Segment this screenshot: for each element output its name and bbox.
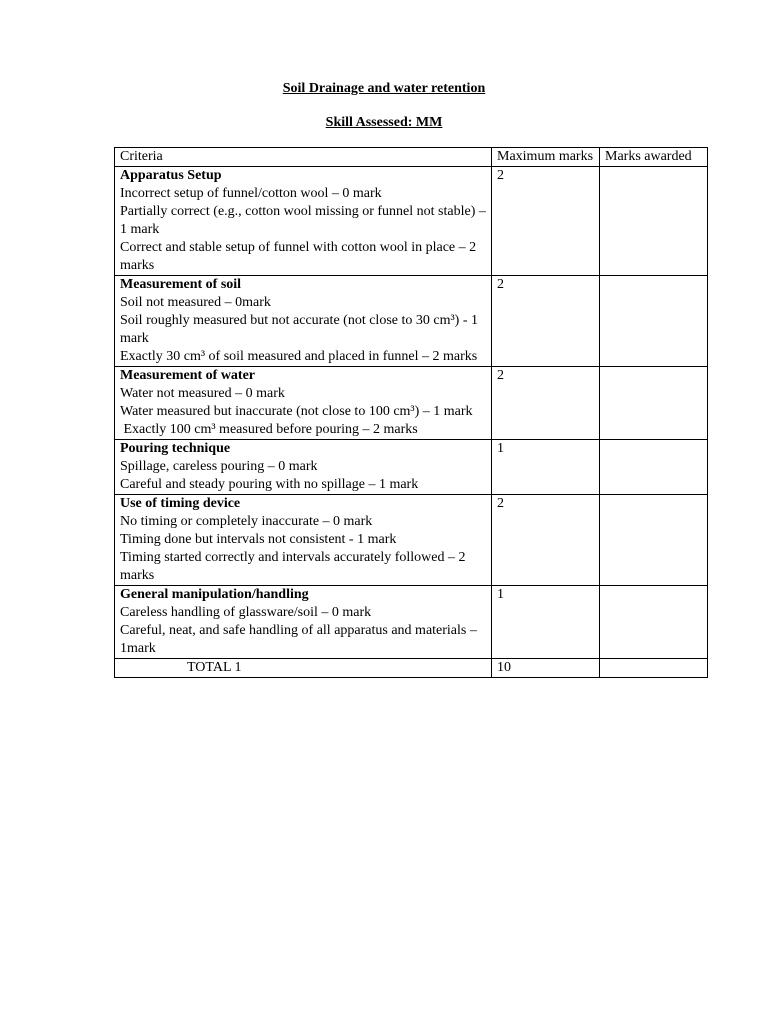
criterion-descriptor: Spillage, careless pouring – 0 mark xyxy=(120,459,318,474)
max-marks-cell: 2 xyxy=(492,495,600,586)
criterion-descriptor: Exactly 30 cm³ of soil measured and placed in funnel – 2 marks xyxy=(120,349,478,364)
marks-awarded-header: Marks awarded xyxy=(600,148,708,167)
criterion-descriptor: Careful and steady pouring with no spillage – 1 mark xyxy=(120,477,419,492)
max-marks-cell: 2 xyxy=(492,167,600,276)
table-row xyxy=(115,276,708,367)
document-title: Soil Drainage and water retention xyxy=(282,81,486,96)
criteria-cell xyxy=(115,167,492,276)
criterion-descriptor: Timing done but intervals not consistent - 1 mark xyxy=(120,532,397,547)
marks-awarded-cell[interactable] xyxy=(600,276,708,367)
skill-assessed-heading: Skill Assessed: MM xyxy=(325,115,443,130)
criterion-title: General manipulation/handling xyxy=(120,587,309,602)
max-marks-cell: 2 xyxy=(492,367,600,440)
marks-awarded-cell[interactable] xyxy=(600,495,708,586)
criterion-descriptor: Exactly 100 cm³ measured before pouring – 2 marks xyxy=(120,422,418,437)
criterion-descriptor: Soil roughly measured but not accurate (not close to 30 cm³) - 1 mark xyxy=(120,313,478,346)
total-row xyxy=(115,659,708,678)
criterion-title: Measurement of soil xyxy=(120,277,242,292)
table-row xyxy=(115,440,708,495)
rubric-body xyxy=(115,167,708,659)
max-marks-cell: 2 xyxy=(492,276,600,367)
criterion-descriptor: No timing or completely inaccurate – 0 mark xyxy=(120,514,373,529)
total-label: TOTAL 1 xyxy=(115,659,492,678)
marks-awarded-cell[interactable] xyxy=(600,440,708,495)
criterion-descriptor: Soil not measured – 0mark xyxy=(120,295,271,310)
marks-awarded-cell[interactable] xyxy=(600,586,708,659)
total-max-marks: 10 xyxy=(492,659,600,678)
criterion-descriptor: Timing started correctly and intervals accurately followed – 2 marks xyxy=(120,550,466,583)
table-row xyxy=(115,495,708,586)
max-marks-cell: 1 xyxy=(492,440,600,495)
marks-awarded-cell[interactable] xyxy=(600,167,708,276)
criterion-descriptor: Careful, neat, and safe handling of all apparatus and materials – 1mark xyxy=(120,623,477,656)
criterion-descriptor: Incorrect setup of funnel/cotton wool – 0 mark xyxy=(120,186,382,201)
criterion-descriptor: Water not measured – 0 mark xyxy=(120,386,285,401)
criterion-descriptor: Partially correct (e.g., cotton wool missing or funnel not stable) – 1 mark xyxy=(120,204,486,237)
table-header-row xyxy=(115,148,708,167)
criteria-cell xyxy=(115,440,492,495)
criterion-descriptor: Water measured but inaccurate (not close to 100 cm³) – 1 mark xyxy=(120,404,473,419)
total-marks-awarded[interactable] xyxy=(600,659,708,678)
max-marks-header: Maximum marks xyxy=(492,148,600,167)
criteria-cell xyxy=(115,276,492,367)
criteria-cell xyxy=(115,495,492,586)
table-row xyxy=(115,367,708,440)
criterion-title: Pouring technique xyxy=(120,441,231,456)
criterion-descriptor: Careless handling of glassware/soil – 0 mark xyxy=(120,605,372,620)
table-row xyxy=(115,586,708,659)
marking-rubric-table xyxy=(114,147,708,678)
table-row xyxy=(115,167,708,276)
criteria-header: Criteria xyxy=(115,148,492,167)
criterion-title: Measurement of water xyxy=(120,368,256,383)
max-marks-cell: 1 xyxy=(492,586,600,659)
criteria-cell xyxy=(115,367,492,440)
criterion-title: Apparatus Setup xyxy=(120,168,222,183)
criterion-title: Use of timing device xyxy=(120,496,241,511)
criterion-descriptor: Correct and stable setup of funnel with cotton wool in place – 2 marks xyxy=(120,240,477,273)
criteria-cell xyxy=(115,586,492,659)
marks-awarded-cell[interactable] xyxy=(600,367,708,440)
